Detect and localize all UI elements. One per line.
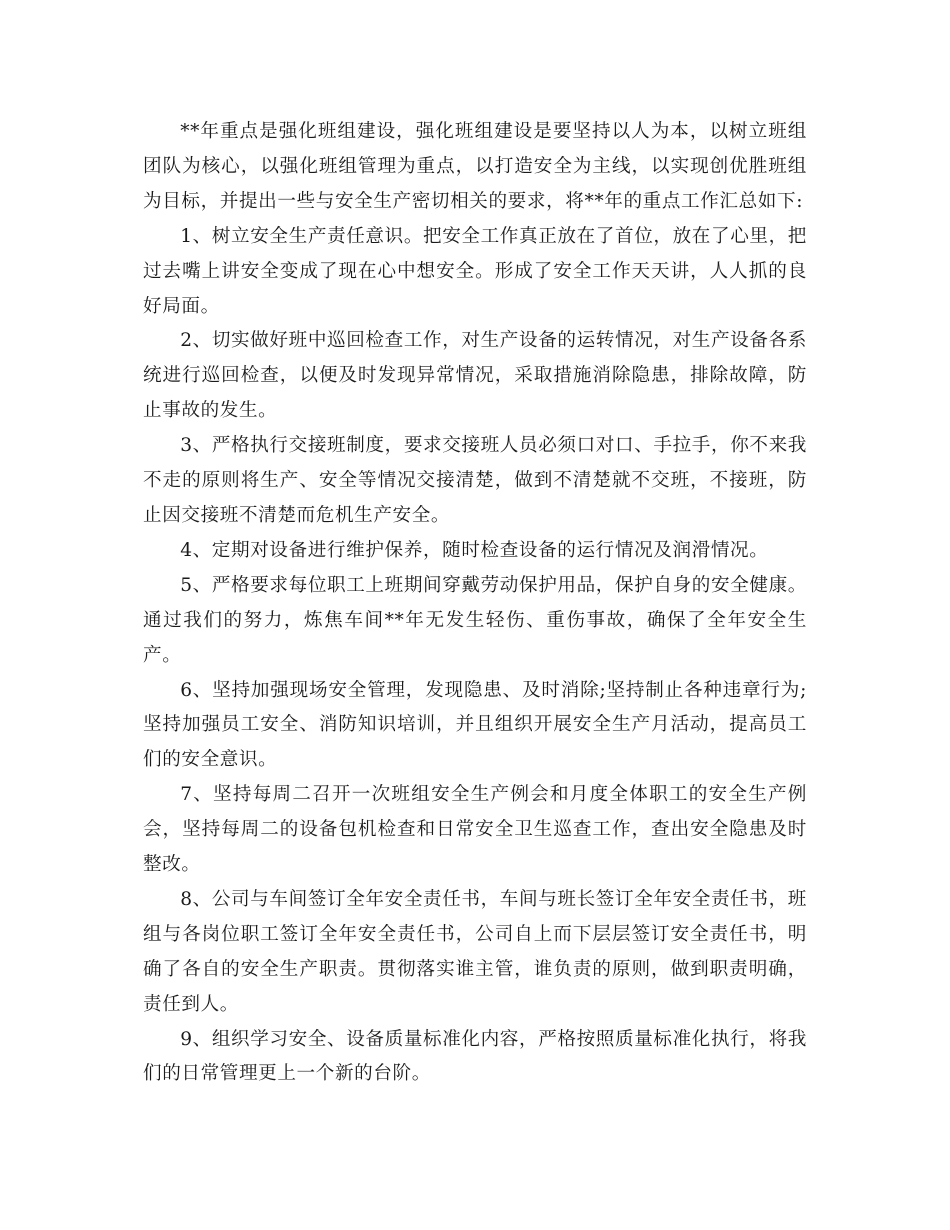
item-6-paragraph: 6、坚持加强现场安全管理，发现隐患、及时消除;坚持制止各种违章行为;坚持加强员工安全、消防知识培训，并且组织开展安全生产月活动，提高员工们的安全意识。 <box>143 679 807 771</box>
item-3-paragraph: 3、严格执行交接班制度，要求交接班人员必须口对口、手拉手，你不来我不走的原则将生产、安全等情况交接清楚，做到不清楚就不交班，不接班，防止因交接班不清楚而危机生产安全。 <box>143 435 807 526</box>
item-2-paragraph: 2、切实做好班中巡回检查工作，对生产设备的运转情况，对生产设备各系统进行巡回检查，以便及时发现异常情况，采取措施消除隐患，排除故障，防止事故的发生。 <box>143 330 807 422</box>
item-5-paragraph: 5、严格要求每位职工上班期间穿戴劳动保护用品，保护自身的安全健康。通过我们的努力，炼焦车间**年无发生轻伤、重伤事故，确保了全年安全生产。 <box>143 574 807 666</box>
intro-paragraph: **年重点是强化班组建设，强化班组建设是要坚持以人为本，以树立班组团队为核心，以强化班组管理为重点，以打造安全为主线，以实现创优胜班组为目标，并提出一些与安全生产密切相关的要求，将**年的重点工作汇总如下: <box>143 121 807 212</box>
item-9-paragraph: 9、组织学习安全、设备质量标准化内容，严格按照质量标准化执行，将我们的日常管理更上一个新的台阶。 <box>143 1028 807 1085</box>
item-7-paragraph: 7、坚持每周二召开一次班组安全生产例会和月度全体职工的安全生产例会，坚持每周二的设备包机检查和日常安全卫生巡查工作，查出安全隐患及时整改。 <box>143 784 807 876</box>
item-4-paragraph: 4、定期对设备进行维护保养，随时检查设备的运行情况及润滑情况。 <box>180 539 769 561</box>
item-8-paragraph: 8、公司与车间签订全年安全责任书，车间与班长签订全年安全责任书，班组与各岗位职工签订全年安全责任书，公司自上而下层层签订安全责任书，明确了各自的安全生产职责。贯彻落实谁主管，谁负责的原则，做到职责明确，责任到人。 <box>143 888 807 1015</box>
document-body <box>143 115 807 1092</box>
item-1-paragraph: 1、树立安全生产责任意识。把安全工作真正放在了首位，放在了心里，把过去嘴上讲安全变成了现在心中想安全。形成了安全工作天天讲，人人抓的良好局面。 <box>143 225 807 317</box>
